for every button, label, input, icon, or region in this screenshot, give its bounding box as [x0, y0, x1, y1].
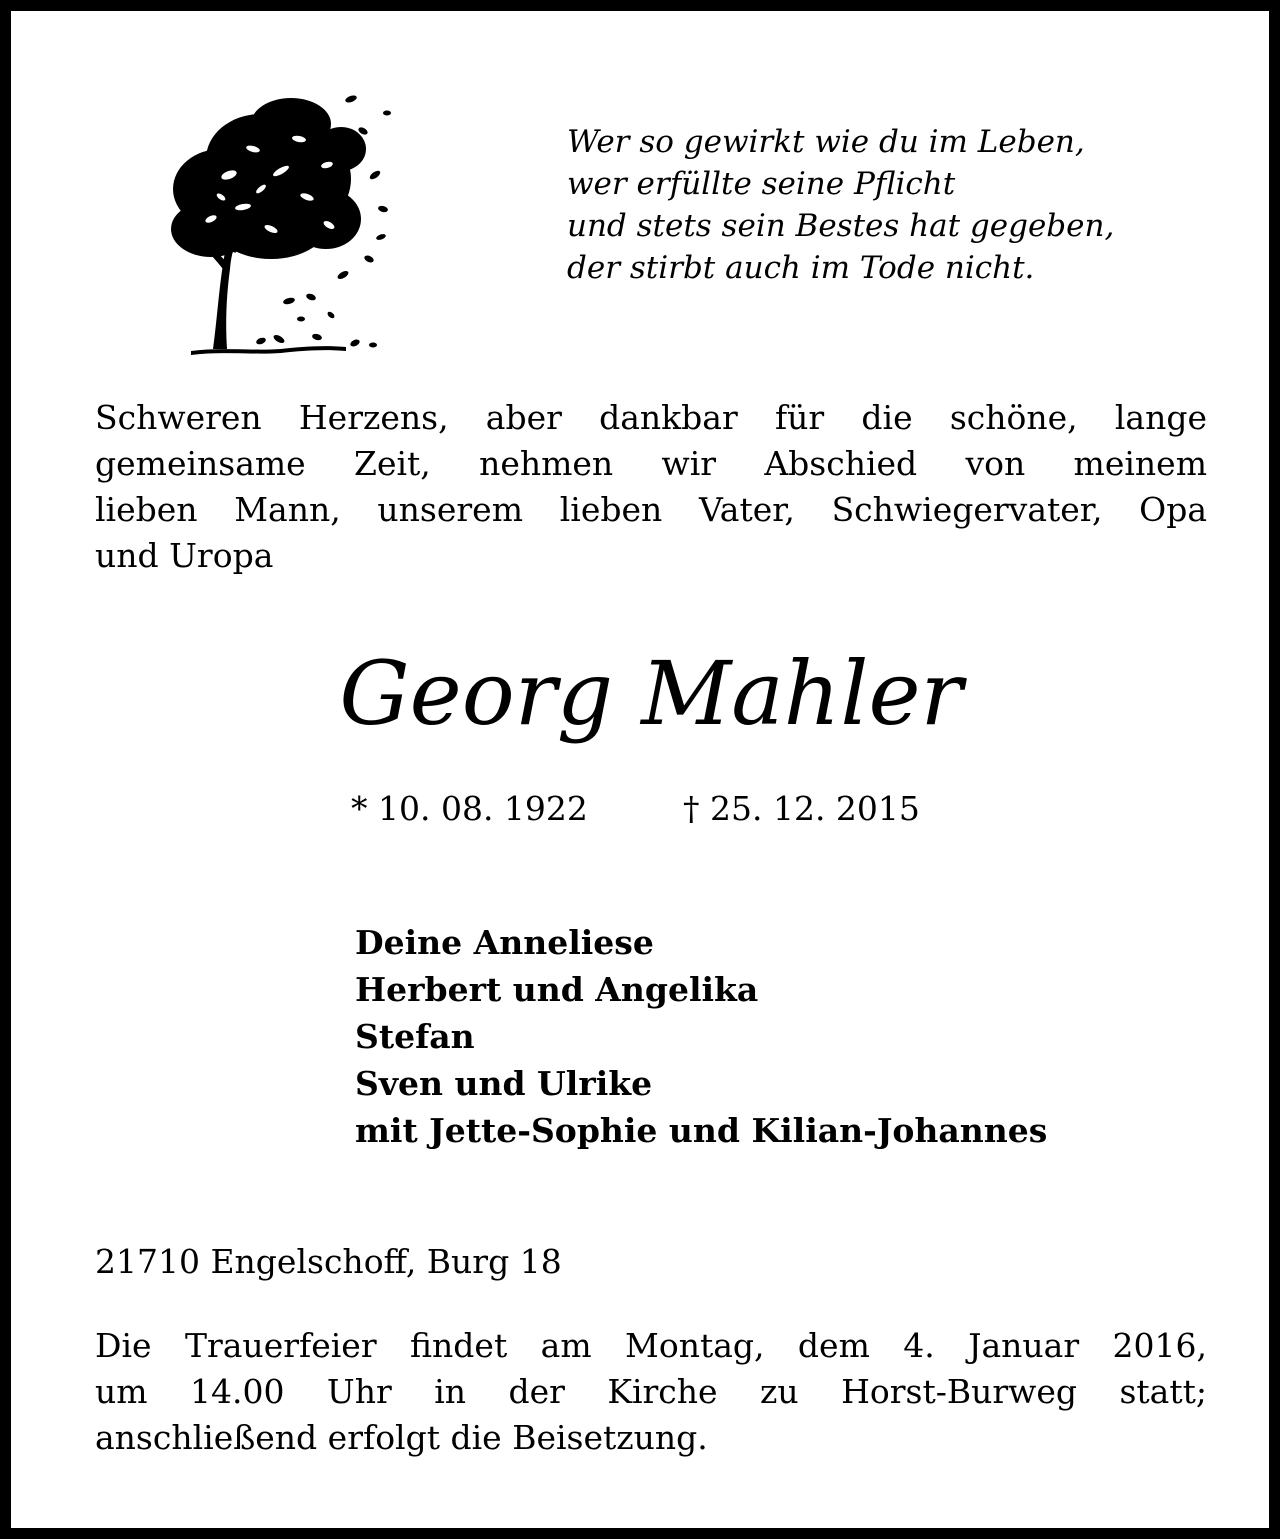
wind-blown-tree-icon — [151, 79, 401, 369]
family-line: mit Jette-Sophie und Kilian-Johannes — [355, 1111, 1048, 1150]
poem-line: der stirbt auch im Tode nicht. — [567, 250, 1035, 286]
family-line: Deine Anneliese — [355, 923, 654, 962]
funeral-notice — [95, 1323, 1207, 1461]
poem-verse — [567, 121, 1114, 289]
intro-paragraph — [95, 395, 1207, 579]
funeral-line: anschließend erfolgt die Beisetzung. — [95, 1418, 708, 1457]
family-line: Sven und Ulrike — [355, 1064, 653, 1103]
intro-line: Schweren Herzens, aber dankbar für die schöne, lange — [95, 398, 1207, 437]
intro-line: lieben Mann, unserem lieben Vater, Schwiegervater, Opa — [95, 490, 1207, 529]
family-signatures — [355, 919, 1047, 1154]
poem-line: und stets sein Bestes hat gegeben, — [567, 208, 1115, 244]
deceased-name: Georg Mahler — [339, 642, 963, 745]
birth-date: * 10. 08. 1922 — [351, 789, 588, 828]
funeral-line: Die Trauerfeier findet am Montag, dem 4. Januar 2016, — [95, 1326, 1207, 1365]
funeral-line: um 14.00 Uhr in der Kirche zu Horst-Burweg statt; — [95, 1372, 1207, 1411]
death-date: † 25. 12. 2015 — [683, 789, 920, 828]
family-address: 21710 Engelschoff, Burg 18 — [95, 1242, 562, 1281]
poem-line: Wer so gewirkt wie du im Leben, — [567, 124, 1085, 160]
intro-line: und Uropa — [95, 536, 274, 575]
family-line: Stefan — [355, 1017, 475, 1056]
family-line: Herbert und Angelika — [355, 970, 759, 1009]
intro-line: gemeinsame Zeit, nehmen wir Abschied von meinem — [95, 444, 1207, 483]
poem-line: wer erfüllte seine Pflicht — [567, 166, 956, 202]
